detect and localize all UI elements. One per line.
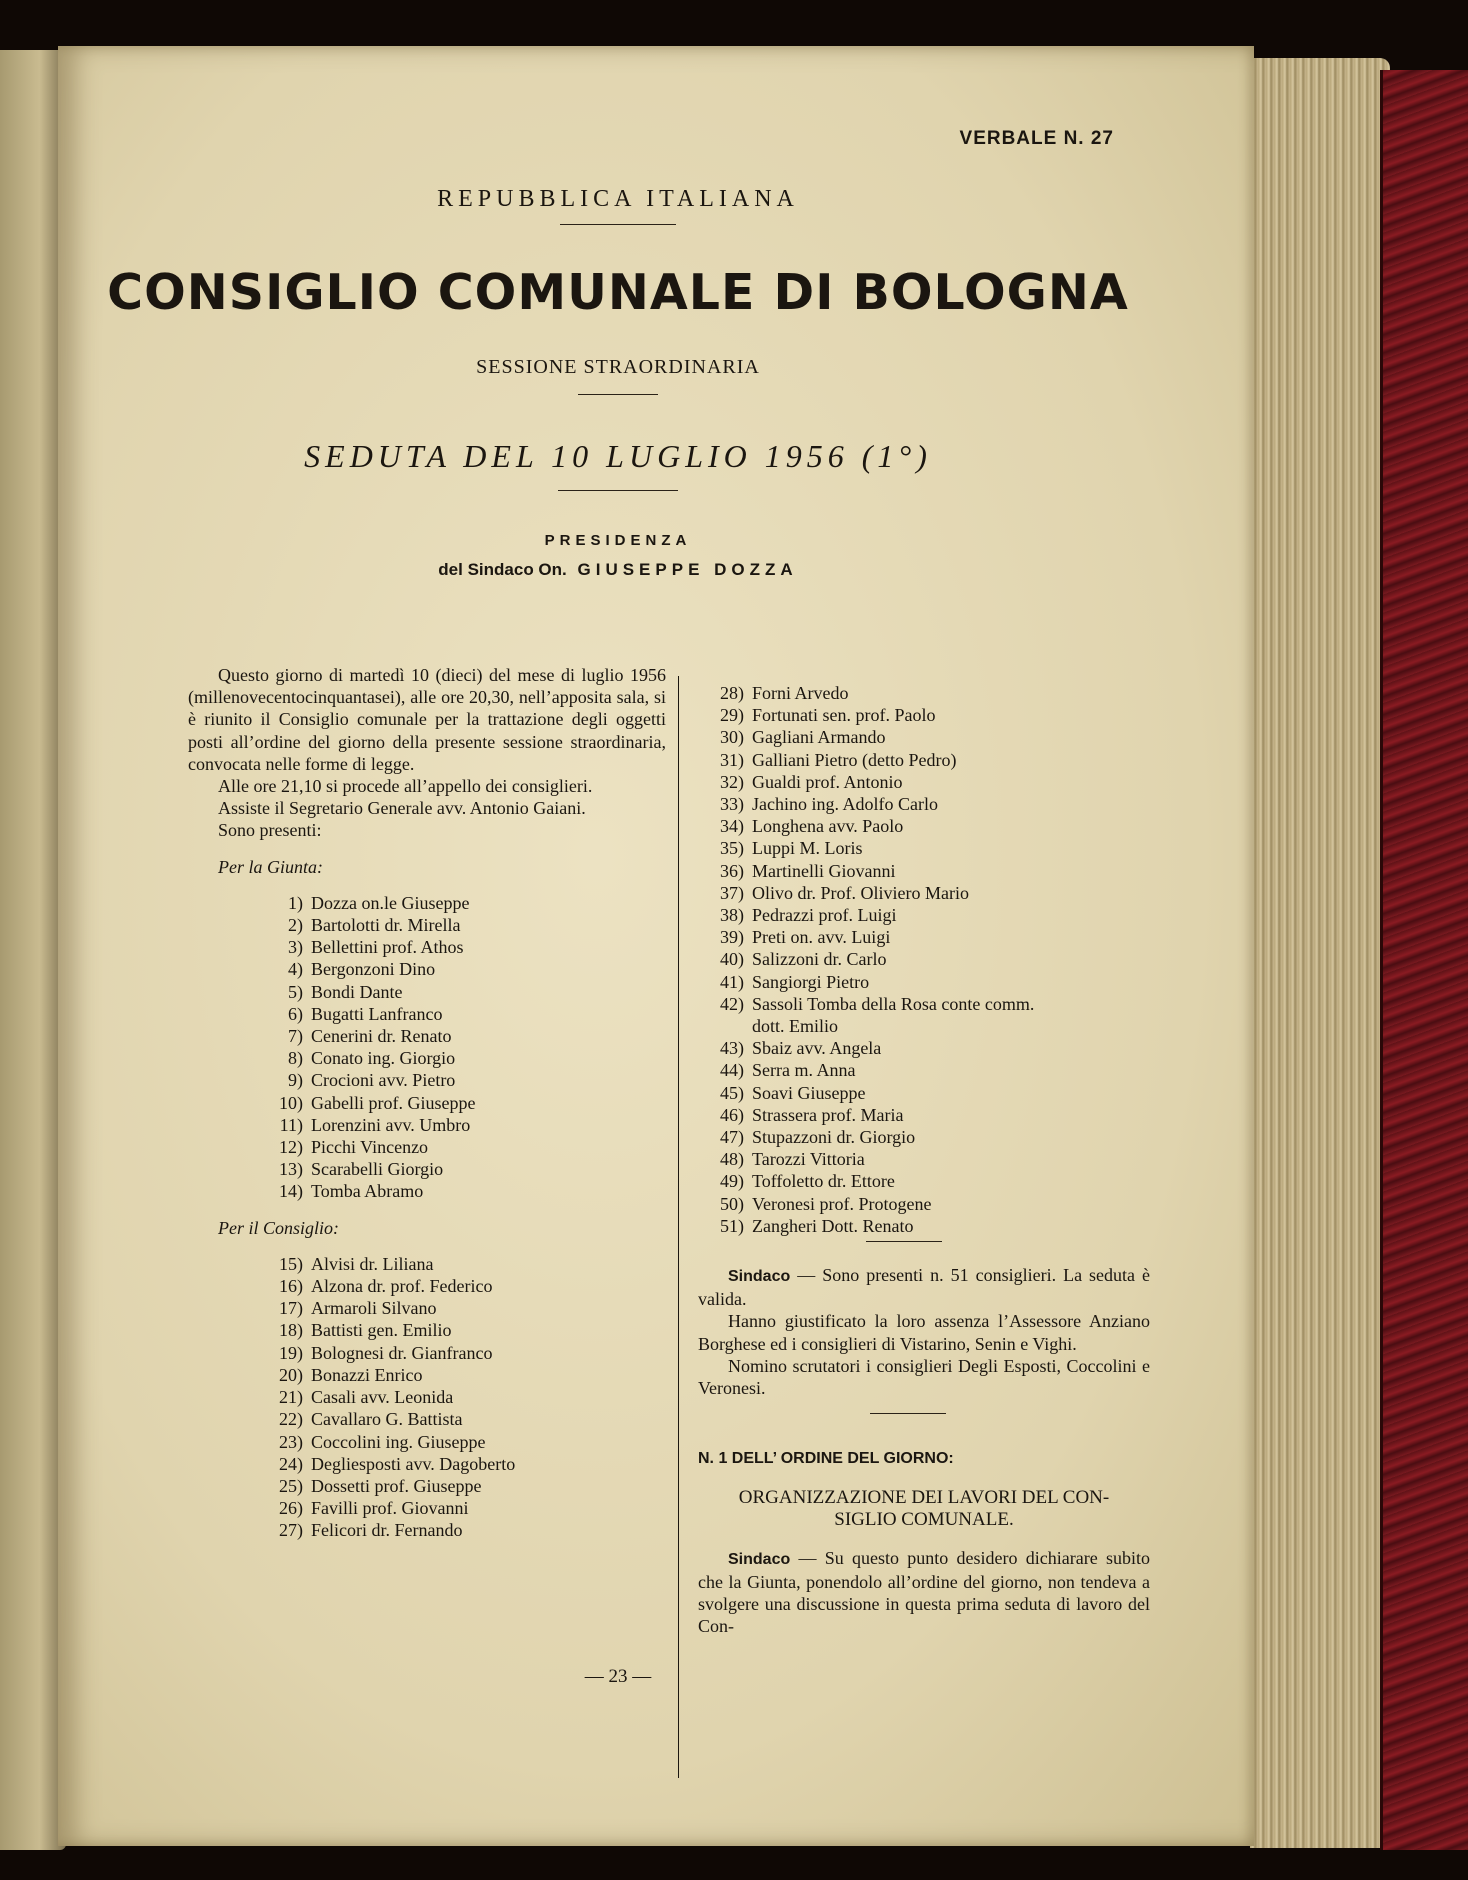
member-number: 1)	[288, 892, 303, 913]
member-number: 21)	[279, 1387, 303, 1408]
member-name: Battisti gen. Emilio	[311, 1320, 452, 1341]
member-number: 9)	[288, 1070, 303, 1091]
member-name: Degliesposti avv. Dagoberto	[311, 1453, 516, 1474]
member-name: Gabelli prof. Giuseppe	[311, 1092, 476, 1113]
book-page-edges	[1250, 58, 1390, 1848]
member-item	[188, 1136, 666, 1158]
member-item	[698, 771, 1150, 793]
member-name: Luppi M. Loris	[752, 838, 863, 859]
member-number: 35)	[720, 838, 744, 859]
member-item	[188, 1453, 666, 1475]
member-number: 37)	[720, 882, 744, 903]
member-number: 18)	[279, 1320, 303, 1341]
member-number: 42)	[720, 993, 744, 1014]
member-name: Bartolotti dr. Mirella	[311, 915, 461, 936]
member-name: Conato ing. Giorgio	[311, 1048, 456, 1069]
member-name-continued: dott. Emilio	[752, 1016, 839, 1037]
member-name: Dossetti prof. Giuseppe	[311, 1475, 482, 1496]
speaker-label: Sindaco	[728, 1268, 791, 1286]
member-name: Coccolini ing. Giuseppe	[311, 1431, 486, 1452]
intro-paragraph: Alle ore 21,10 si procede all’appello dei consiglieri.	[218, 776, 593, 797]
member-item	[188, 1475, 666, 1497]
member-name: Sbaiz avv. Angela	[752, 1038, 882, 1059]
presidency-prefix: del Sindaco On.	[438, 560, 567, 579]
member-name: Lorenzini avv. Umbro	[311, 1114, 471, 1135]
member-item-continued	[698, 1015, 1150, 1037]
member-item	[698, 1126, 1150, 1148]
member-number: 17)	[279, 1298, 303, 1319]
member-name: Scarabelli Giorgio	[311, 1159, 444, 1180]
member-number: 26)	[279, 1498, 303, 1519]
minutes-paragraph	[698, 1264, 1150, 1310]
member-number: 46)	[720, 1104, 744, 1125]
member-item	[188, 1047, 666, 1069]
member-number: 7)	[288, 1026, 303, 1047]
member-name: Cenerini dr. Renato	[311, 1026, 452, 1047]
member-number: 13)	[279, 1159, 303, 1180]
column-divider	[678, 676, 679, 1778]
intro-paragraph: Sono presenti:	[218, 820, 322, 841]
member-item	[698, 882, 1150, 904]
member-item	[698, 837, 1150, 859]
member-number: 20)	[279, 1364, 303, 1385]
divider-rule	[870, 1413, 946, 1414]
member-item	[698, 726, 1150, 748]
divider-rule	[578, 394, 658, 395]
member-item	[188, 1025, 666, 1047]
consiglio-list	[188, 1253, 666, 1542]
member-name: Gagliani Armando	[752, 727, 886, 748]
member-number: 6)	[288, 1003, 303, 1024]
member-number: 50)	[720, 1193, 744, 1214]
member-item	[698, 993, 1150, 1015]
member-name: Longhena avv. Paolo	[752, 816, 904, 837]
member-item	[188, 958, 666, 980]
member-item	[698, 793, 1150, 815]
member-name: Serra m. Anna	[752, 1060, 856, 1081]
member-item	[188, 1519, 666, 1541]
member-item	[188, 1342, 666, 1364]
divider-rule	[866, 1241, 942, 1242]
member-name: Sassoli Tomba della Rosa conte comm.	[752, 993, 1035, 1014]
member-item	[188, 1069, 666, 1091]
member-item	[698, 1104, 1150, 1126]
minutes-text: — Sono presenti n. 51 consiglieri. La seduta è valida.	[698, 1265, 1150, 1310]
member-number: 47)	[720, 1127, 744, 1148]
member-name: Jachino ing. Adolfo Carlo	[752, 794, 938, 815]
member-name: Armaroli Silvano	[311, 1298, 437, 1319]
member-item	[698, 971, 1150, 993]
session-type: SESSIONE STRAORDINARIA	[476, 356, 760, 378]
member-name: Bugatti Lanfranco	[311, 1003, 443, 1024]
member-item	[188, 1408, 666, 1430]
member-name: Sangiorgi Pietro	[752, 971, 870, 992]
member-number: 11)	[279, 1114, 303, 1135]
member-item	[188, 1275, 666, 1297]
member-item	[188, 1114, 666, 1136]
member-item	[188, 936, 666, 958]
member-number: 51)	[720, 1215, 744, 1236]
member-item	[188, 981, 666, 1003]
member-name: Bergonzoni Dino	[311, 959, 436, 980]
right-column	[698, 682, 1150, 1637]
member-name: Pedrazzi prof. Luigi	[752, 905, 897, 926]
member-number: 36)	[720, 860, 744, 881]
member-number: 2)	[288, 915, 303, 936]
giunta-heading: Per la Giunta:	[218, 856, 323, 877]
member-item	[698, 1082, 1150, 1104]
member-item	[188, 1364, 666, 1386]
member-name: Tomba Abramo	[311, 1181, 424, 1202]
member-number: 40)	[720, 949, 744, 970]
member-name: Crocioni avv. Pietro	[311, 1070, 456, 1091]
member-item	[188, 892, 666, 914]
document-page	[58, 46, 1254, 1846]
member-item	[698, 1037, 1150, 1059]
member-item	[698, 948, 1150, 970]
previous-page-edge	[0, 50, 66, 1850]
member-name: Bondi Dante	[311, 981, 403, 1002]
member-name: Alzona dr. prof. Federico	[311, 1276, 493, 1297]
member-name: Favilli prof. Giovanni	[311, 1498, 469, 1519]
member-number: 30)	[720, 727, 744, 748]
member-item	[188, 1319, 666, 1341]
intro-paragraph: Questo giorno di martedì 10 (dieci) del mese di luglio 1956 (millenovecentocinquantasei), alle ore 20,30, nell’apposita sala, si è riunito il Consiglio comunale per la trattazione degli oggetti posti all’ordine del giorno della presente sessione straordinaria, convocata nelle forme di legge.	[188, 665, 666, 774]
member-number: 31)	[720, 749, 744, 770]
member-name: Stupazzoni dr. Giorgio	[752, 1127, 916, 1148]
member-name: Casali avv. Leonida	[311, 1387, 454, 1408]
member-number: 14)	[279, 1181, 303, 1202]
member-name: Soavi Giuseppe	[752, 1082, 866, 1103]
member-name: Forni Arvedo	[752, 683, 849, 703]
member-number: 39)	[720, 927, 744, 948]
member-item	[188, 1092, 666, 1114]
member-number: 28)	[720, 683, 744, 703]
giunta-list	[188, 892, 666, 1203]
member-number: 22)	[279, 1409, 303, 1430]
member-item	[188, 1158, 666, 1180]
member-number: 33)	[720, 794, 744, 815]
intro-paragraph: Assiste il Segretario Generale avv. Antonio Gaiani.	[218, 798, 586, 819]
member-item	[188, 914, 666, 936]
member-item	[698, 749, 1150, 771]
member-number: 16)	[279, 1276, 303, 1297]
member-name: Bolognesi dr. Gianfranco	[311, 1342, 493, 1363]
member-name: Cavallaro G. Battista	[311, 1409, 463, 1430]
member-number: 5)	[288, 981, 303, 1002]
member-number: 23)	[279, 1431, 303, 1452]
member-name: Bonazzi Enrico	[311, 1364, 423, 1385]
member-name: Alvisi dr. Liliana	[311, 1253, 434, 1274]
book-cover-edge	[1380, 70, 1468, 1850]
speaker-label: Sindaco	[728, 1550, 791, 1568]
divider-rule	[560, 224, 676, 225]
member-number: 38)	[720, 905, 744, 926]
member-item	[698, 815, 1150, 837]
member-item	[188, 1497, 666, 1519]
member-item	[698, 1148, 1150, 1170]
member-item	[188, 1386, 666, 1408]
member-item	[698, 926, 1150, 948]
left-column	[188, 664, 666, 1542]
member-name: Zangheri Dott. Renato	[752, 1215, 914, 1236]
agenda-heading: N. 1 DELL’ ORDINE DEL GIORNO:	[698, 1450, 954, 1468]
member-number: 19)	[279, 1342, 303, 1363]
presidency-name: GIUSEPPE DOZZA	[577, 560, 798, 579]
member-item	[698, 860, 1150, 882]
member-number: 3)	[288, 937, 303, 958]
member-name: Fortunati sen. prof. Paolo	[752, 705, 936, 726]
member-number: 49)	[720, 1171, 744, 1192]
member-name: Dozza on.le Giuseppe	[311, 892, 470, 913]
member-number: 32)	[720, 771, 744, 792]
member-number: 34)	[720, 816, 744, 837]
republic-heading: REPUBBLICA ITALIANA	[437, 186, 799, 212]
presidency-label: PRESIDENZA	[544, 532, 692, 549]
consiglio-list-continued	[698, 682, 1150, 1237]
member-name: Salizzoni dr. Carlo	[752, 949, 887, 970]
member-number: 48)	[720, 1149, 744, 1170]
member-item	[698, 682, 1150, 704]
member-number: 29)	[720, 705, 744, 726]
member-item	[188, 1180, 666, 1202]
council-title: CONSIGLIO COMUNALE DI BOLOGNA	[107, 264, 1129, 321]
member-name: Galliani Pietro (detto Pedro)	[752, 749, 957, 770]
member-number: 12)	[279, 1137, 303, 1158]
consiglio-heading: Per il Consiglio:	[218, 1217, 339, 1238]
minutes-paragraph: Nomino scrutatori i consiglieri Degli Esposti, Coccolini e Veronesi.	[698, 1355, 1150, 1399]
member-name: Strassera prof. Maria	[752, 1104, 904, 1125]
sitting-date: SEDUTA DEL 10 LUGLIO 1956 (1°)	[304, 438, 932, 474]
member-name: Olivo dr. Prof. Oliviero Mario	[752, 882, 969, 903]
member-number: 4)	[288, 959, 303, 980]
agenda-title-line: SIGLIO COMUNALE.	[834, 1508, 1014, 1530]
divider-rule	[558, 490, 678, 491]
agenda-title-line: ORGANIZZAZIONE DEI LAVORI DEL CON-	[738, 1486, 1110, 1508]
member-item	[188, 1003, 666, 1025]
member-item	[188, 1431, 666, 1453]
member-name: Tarozzi Vittoria	[752, 1149, 865, 1170]
member-name: Preti on. avv. Luigi	[752, 927, 891, 948]
member-number: 41)	[720, 971, 744, 992]
member-item	[188, 1253, 666, 1275]
member-name: Gualdi prof. Antonio	[752, 771, 903, 792]
minutes-paragraph: Hanno giustificato la loro assenza l’Assessore Anziano Borghese ed i consiglieri di Vistarino, Senin e Vighi.	[698, 1311, 1150, 1354]
member-name: Martinelli Giovanni	[752, 860, 896, 881]
agenda-title	[698, 1487, 1150, 1531]
minutes-text: — Su questo punto desidero dichiarare subito che la Giunta, ponendolo all’ordine del giorno, non tendeva a svolgere una discussione in questa prima seduta di lavoro del Con-	[698, 1547, 1150, 1637]
member-number: 25)	[279, 1475, 303, 1496]
member-name: Picchi Vincenzo	[311, 1137, 429, 1158]
member-name: Bellettini prof. Athos	[311, 937, 464, 958]
member-name: Toffoletto dr. Ettore	[752, 1171, 895, 1192]
member-number: 24)	[279, 1453, 303, 1474]
member-item	[698, 1215, 1150, 1237]
member-number: 44)	[720, 1060, 744, 1081]
member-item	[188, 1297, 666, 1319]
minutes-paragraph	[698, 1547, 1150, 1638]
member-item	[698, 704, 1150, 726]
member-number: 10)	[279, 1092, 303, 1113]
member-name: Felicori dr. Fernando	[311, 1520, 463, 1541]
member-number: 8)	[288, 1048, 303, 1069]
member-number: 15)	[279, 1253, 303, 1274]
page-number: — 23 —	[584, 1666, 652, 1687]
presidency-line	[58, 560, 1178, 580]
verbale-number: VERBALE N. 27	[959, 128, 1114, 149]
member-item	[698, 1170, 1150, 1192]
member-name: Veronesi prof. Protogene	[752, 1193, 932, 1214]
member-item	[698, 1193, 1150, 1215]
member-number: 45)	[720, 1082, 744, 1103]
member-item	[698, 904, 1150, 926]
member-number: 27)	[279, 1520, 303, 1541]
member-item	[698, 1059, 1150, 1081]
member-number: 43)	[720, 1038, 744, 1059]
